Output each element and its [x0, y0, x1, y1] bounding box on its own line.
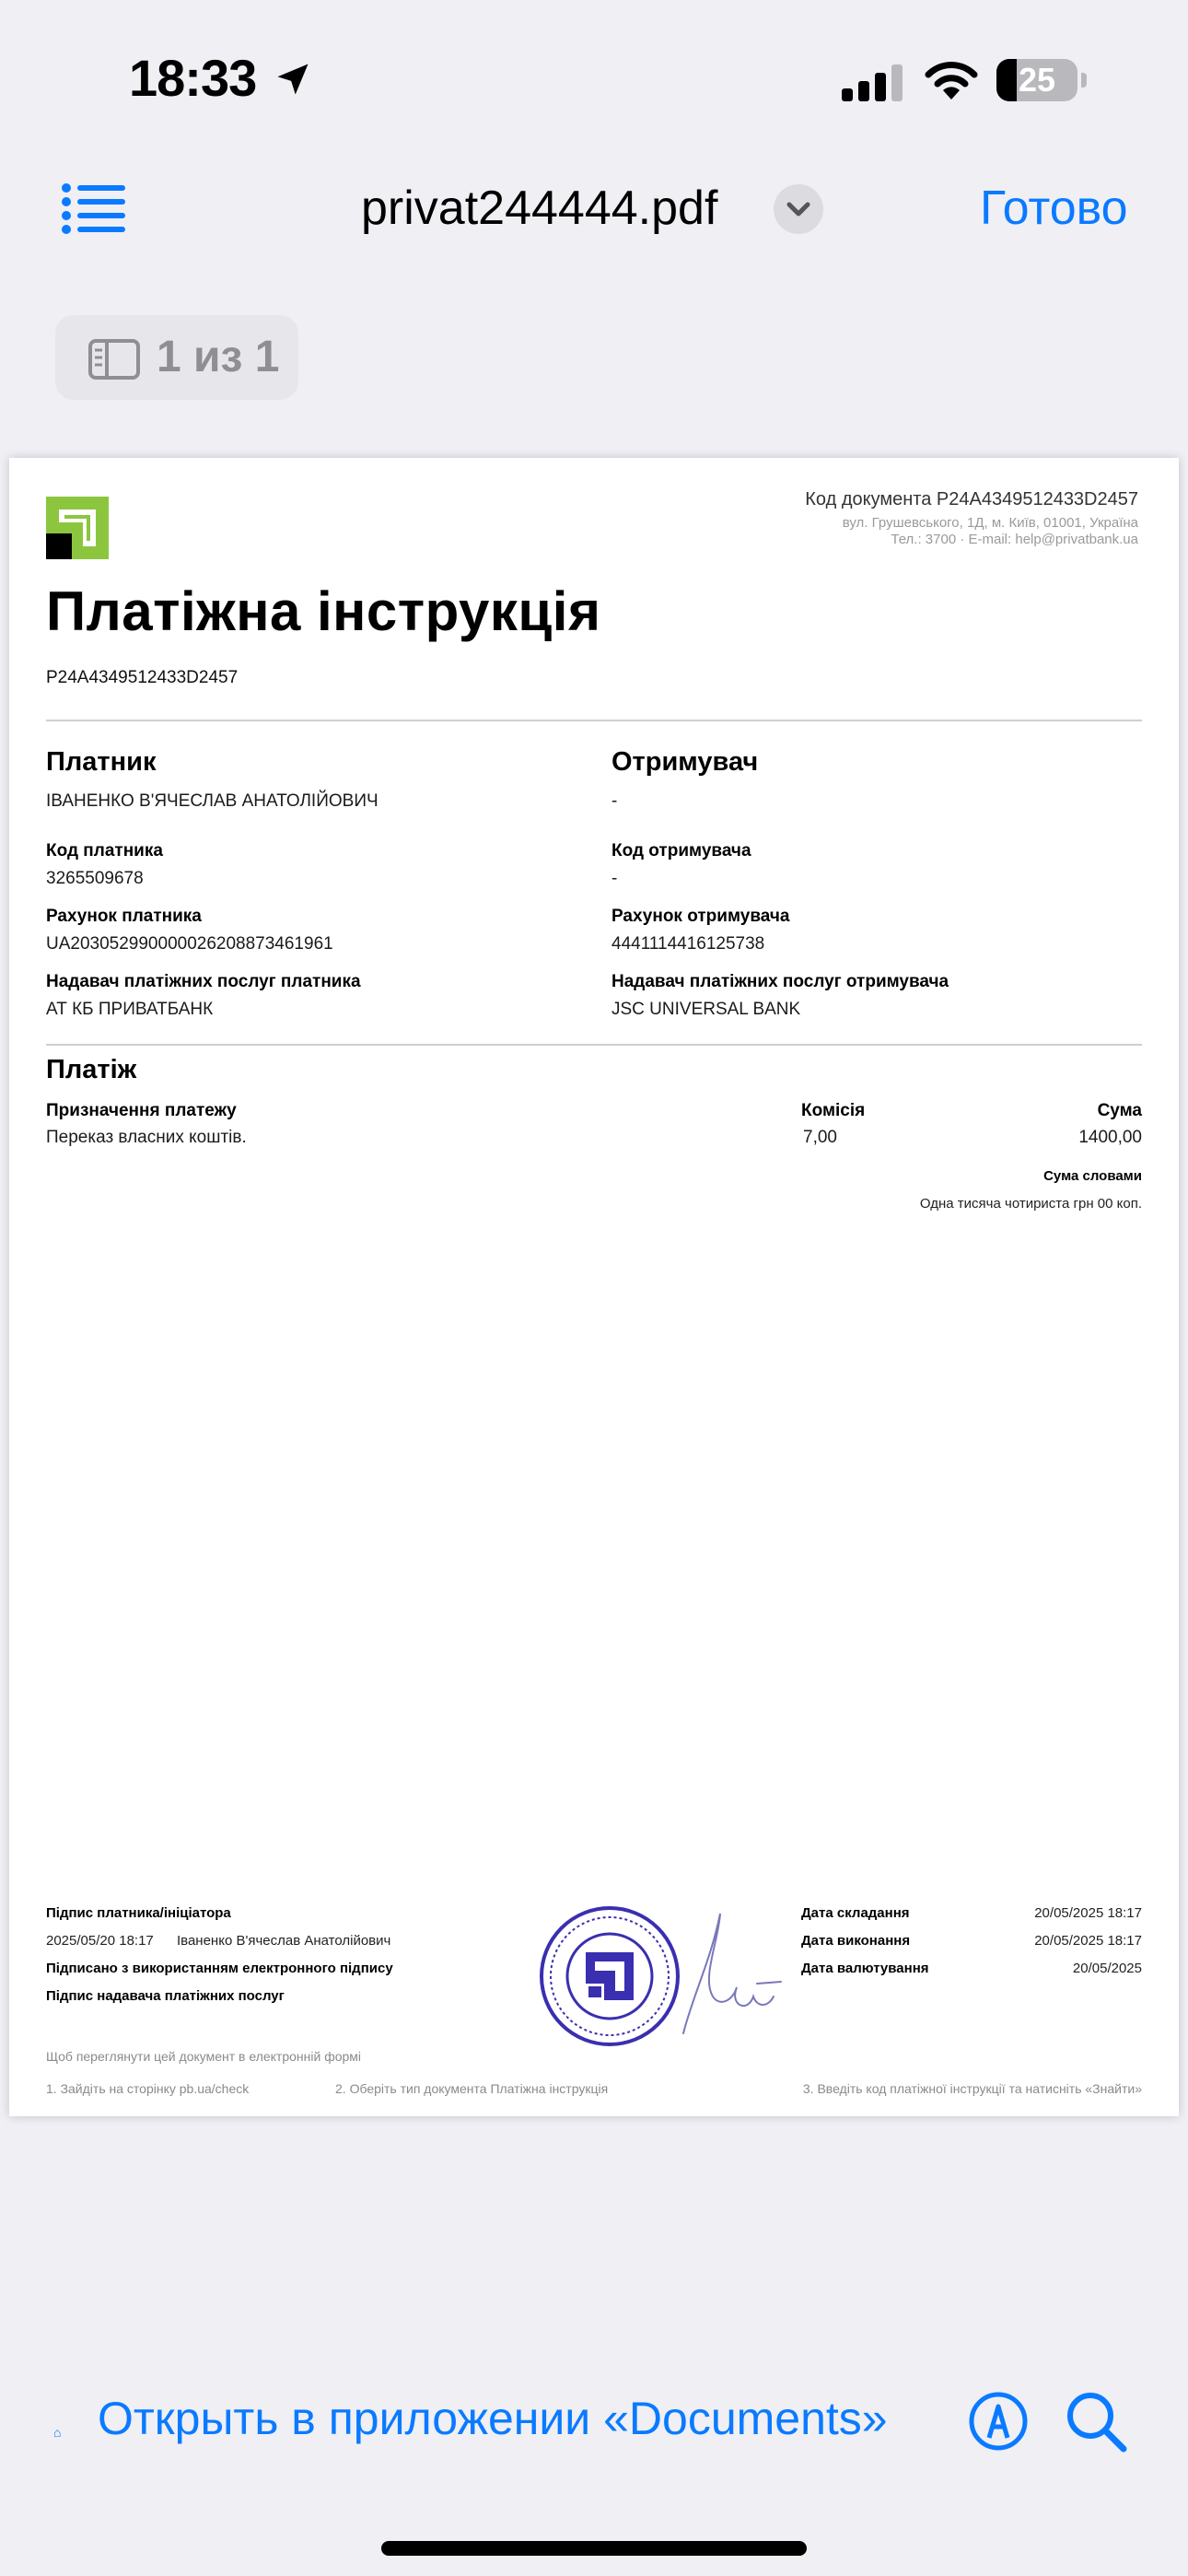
sidebar-icon [88, 339, 140, 380]
date-value-label: Дата валютування [801, 1961, 929, 1976]
footer-step-3: 3. Введіть код платіжної інструкції та натисніть «Знайти» [802, 2081, 1142, 2096]
payer-provider-label: Надавач платіжних послуг платника [46, 972, 361, 991]
date-executed-value: 20/05/2025 18:17 [1034, 1933, 1142, 1949]
lock-icon: ⌂ [53, 2425, 62, 2440]
recipient-heading: Отримувач [611, 747, 759, 777]
status-time: 18:33 [129, 49, 257, 107]
recipient-provider: JSC UNIVERSAL BANK [611, 1000, 801, 1019]
cellular-signal-icon [842, 64, 904, 101]
recipient-provider-label: Надавач платіжних послуг отримувача [611, 972, 949, 991]
payer-provider: АТ КБ ПРИВАТБАНК [46, 1000, 214, 1019]
search-icon[interactable] [1065, 2390, 1129, 2454]
battery-indicator [996, 59, 1089, 101]
amount-label: Сума [1097, 1101, 1142, 1120]
wifi-icon [923, 59, 980, 101]
divider [46, 1044, 1142, 1046]
payer-code-label: Код платника [46, 841, 163, 861]
page-indicator-text: 1 из 1 [157, 333, 280, 381]
header-contacts: Тел.: 3700 · E-mail: help@privatbank.ua [891, 532, 1138, 547]
location-arrow-icon [273, 59, 313, 100]
recipient-account: 4441114416125738 [611, 934, 765, 954]
amount-words: Одна тисяча чотириста грн 00 коп. [919, 1196, 1142, 1212]
battery-percent: 25 [1018, 61, 1056, 99]
commission-label: Комісія [801, 1101, 866, 1120]
payer-code: 3265509678 [46, 869, 144, 888]
date-value-value: 20/05/2025 [1072, 1961, 1142, 1976]
recipient-code: - [611, 869, 618, 888]
signer-name: Іваненко В'ячеслав Анатолійович [177, 1933, 391, 1949]
list-icon[interactable] [61, 181, 127, 236]
payer-name: ІВАНЕНКО В'ЯЧЕСЛАВ АНАТОЛІЙОВИЧ [46, 791, 379, 811]
date-created-value: 20/05/2025 18:17 [1034, 1905, 1142, 1921]
purpose-value: Переказ власних коштів. [46, 1128, 247, 1147]
home-indicator[interactable] [381, 2541, 807, 2556]
date-executed-label: Дата виконання [801, 1933, 911, 1949]
footer-step-2: 2. Оберіть тип документа Платіжна інструкція [335, 2081, 609, 2096]
chevron-down-icon[interactable] [774, 184, 823, 234]
amount-words-label: Сума словами [1043, 1168, 1142, 1184]
handwritten-signature [665, 1904, 785, 2043]
page-indicator[interactable] [55, 315, 298, 400]
recipient-code-label: Код отримувача [611, 841, 751, 861]
open-in-app-button[interactable]: Открыть в приложении «Documents» [98, 2393, 888, 2444]
purpose-label: Призначення платежу [46, 1101, 237, 1120]
header-doc-code: Код документа P24A4349512433D2457 [805, 489, 1138, 509]
payer-account-label: Рахунок платника [46, 907, 202, 926]
payment-heading: Платіж [46, 1055, 137, 1084]
markup-pen-icon[interactable] [969, 2392, 1028, 2451]
footer-intro: Щоб переглянути цей документ в електронній формі [46, 2049, 362, 2064]
date-created-label: Дата складання [801, 1905, 910, 1921]
recipient-name: - [611, 791, 618, 811]
payer-account: UA203052990000026208873461961 [46, 934, 333, 954]
amount-value: 1400,00 [1078, 1128, 1142, 1147]
divider [46, 720, 1142, 721]
signer-datetime: 2025/05/20 18:17 [46, 1933, 154, 1949]
bank-stamp [538, 1904, 681, 2048]
recipient-account-label: Рахунок отримувача [611, 907, 790, 926]
footer-step-1: 1. Зайдіть на сторінку pb.ua/check [46, 2081, 250, 2096]
document-title[interactable]: privat244444.pdf [361, 181, 718, 235]
header-address: вул. Грушевського, 1Д, м. Київ, 01001, Україна [842, 515, 1138, 531]
document-code: P24A4349512433D2457 [46, 668, 239, 687]
pdf-page[interactable] [9, 458, 1179, 2116]
commission-value: 7,00 [803, 1128, 837, 1147]
provider-sign-label: Підпис надавача платіжних послуг [46, 1988, 285, 2004]
e-sign-note: Підписано з використанням електронного підпису [46, 1961, 393, 1976]
payer-heading: Платник [46, 747, 157, 777]
signer-label: Підпис платника/ініціатора [46, 1905, 231, 1921]
privatbank-logo [46, 497, 109, 559]
done-button[interactable]: Готово [980, 181, 1128, 235]
document-heading: Платіжна інструкція [46, 580, 601, 642]
